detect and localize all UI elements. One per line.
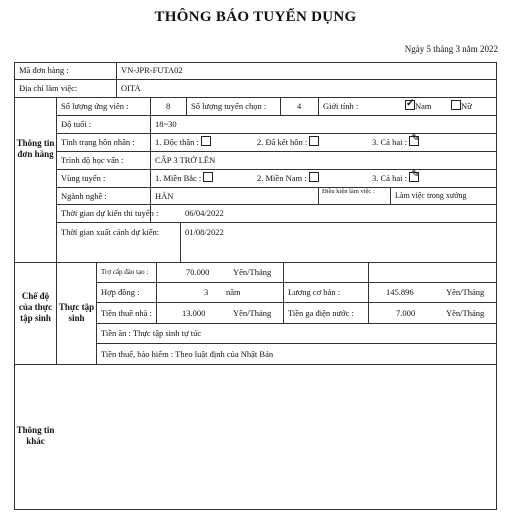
- section-intern-policy: Chế độ của thực tập sinh: [18, 291, 53, 323]
- male-checkbox[interactable]: [405, 100, 415, 110]
- hired-value: 4: [297, 101, 302, 111]
- female-checkbox[interactable]: [451, 100, 461, 110]
- contract-years: 3: [204, 287, 209, 297]
- order-code-label: Mã đơn hàng :: [19, 65, 69, 75]
- south-label: 2. Miền Nam :: [257, 173, 307, 183]
- north-label: 1. Miền Bắc :: [155, 173, 202, 183]
- married-label: 2. Đã kết hôn :: [257, 137, 308, 147]
- rent-unit: Yên/Tháng: [233, 308, 272, 318]
- hired-label: Số lượng tuyển chọn :: [191, 101, 267, 111]
- conditions-label: Điều kiện làm việc :: [322, 188, 375, 195]
- both-region-checkbox[interactable]: [409, 172, 419, 182]
- south-checkbox[interactable]: [309, 172, 319, 182]
- married-checkbox[interactable]: [309, 136, 319, 146]
- region-label: Vùng tuyển :: [61, 173, 106, 183]
- both-region-label: 3. Cả hai :: [372, 173, 407, 183]
- salary-value: 145.896: [386, 287, 414, 297]
- training-unit: Yên/Tháng: [233, 267, 272, 277]
- female-label: Nữ: [461, 101, 472, 111]
- training-value: 70.000: [186, 267, 210, 277]
- marital-both: [372, 136, 419, 148]
- both-checkbox[interactable]: [409, 136, 419, 146]
- marital-single: [155, 136, 211, 148]
- gender-male[interactable]: [405, 100, 432, 112]
- gender-female[interactable]: [451, 100, 472, 112]
- location-label: Địa chỉ làm việc:: [19, 83, 78, 93]
- location-value: OITA: [121, 83, 141, 93]
- region-north: [155, 172, 213, 184]
- job-value: HÀN: [155, 191, 174, 201]
- tax-note: Tiền thuế, bảo hiểm : Theo luật định của Nhật Bản: [101, 349, 274, 359]
- job-label: Ngành nghề :: [61, 191, 107, 201]
- marital-label: Tình trạng hôn nhân :: [61, 137, 135, 147]
- age-label: Độ tuổi :: [61, 119, 92, 129]
- order-code-value: VN-JPR-FUTA02: [121, 65, 183, 75]
- region-south: [257, 172, 319, 184]
- applicants-value: 8: [166, 101, 171, 111]
- section-order-info: Thông tin đơn hàng: [16, 138, 55, 159]
- age-value: 18~30: [155, 119, 177, 129]
- utilities-value: 7.000: [396, 308, 416, 318]
- male-label: Nam: [415, 101, 432, 111]
- education-value: CẤP 3 TRỞ LÊN: [155, 155, 216, 165]
- both-label: 3. Cả hai :: [372, 137, 407, 147]
- region-both: [372, 172, 419, 184]
- single-checkbox[interactable]: [201, 136, 211, 146]
- gender-label: Giới tính :: [323, 101, 359, 111]
- departure-date: 01/08/2022: [185, 227, 224, 237]
- rent-label: Tiền thuê nhà :: [101, 308, 152, 318]
- rent-value: 13.000: [182, 308, 206, 318]
- exam-date: 06/04/2022: [185, 208, 224, 218]
- salary-label: Lương cơ bản :: [288, 287, 341, 297]
- north-checkbox[interactable]: [203, 172, 213, 182]
- section-intern: Thực tập sinh: [58, 302, 95, 323]
- conditions-value: Làm việc trong xưởng: [395, 191, 467, 200]
- training-label: Trợ cấp đào tạo :: [101, 268, 149, 276]
- notice-date: Ngày 5 tháng 3 năm 2022: [404, 44, 498, 54]
- departure-label: Thời gian xuất cảnh dự kiến:: [61, 227, 160, 237]
- marital-married: [257, 136, 319, 148]
- utilities-unit: Yên/Tháng: [446, 308, 485, 318]
- section-other-info: Thông tin khác: [16, 425, 55, 446]
- exam-label: Thời gian dự kiến thi tuyển :: [61, 208, 159, 218]
- utilities-label: Tiền ga điện nước :: [288, 308, 354, 318]
- contract-unit: năm: [226, 287, 241, 297]
- salary-unit: Yên/Tháng: [446, 287, 485, 297]
- education-label: Trình độ học vấn :: [61, 155, 124, 165]
- contract-label: Hợp đồng :: [101, 287, 140, 297]
- food-note: Tiền ăn : Thực tập sinh tự túc: [101, 328, 202, 338]
- page-title: THÔNG BÁO TUYỂN DỤNG: [154, 9, 357, 25]
- applicants-label: Số lượng ứng viên :: [61, 101, 129, 111]
- single-label: 1. Độc thân :: [155, 137, 199, 147]
